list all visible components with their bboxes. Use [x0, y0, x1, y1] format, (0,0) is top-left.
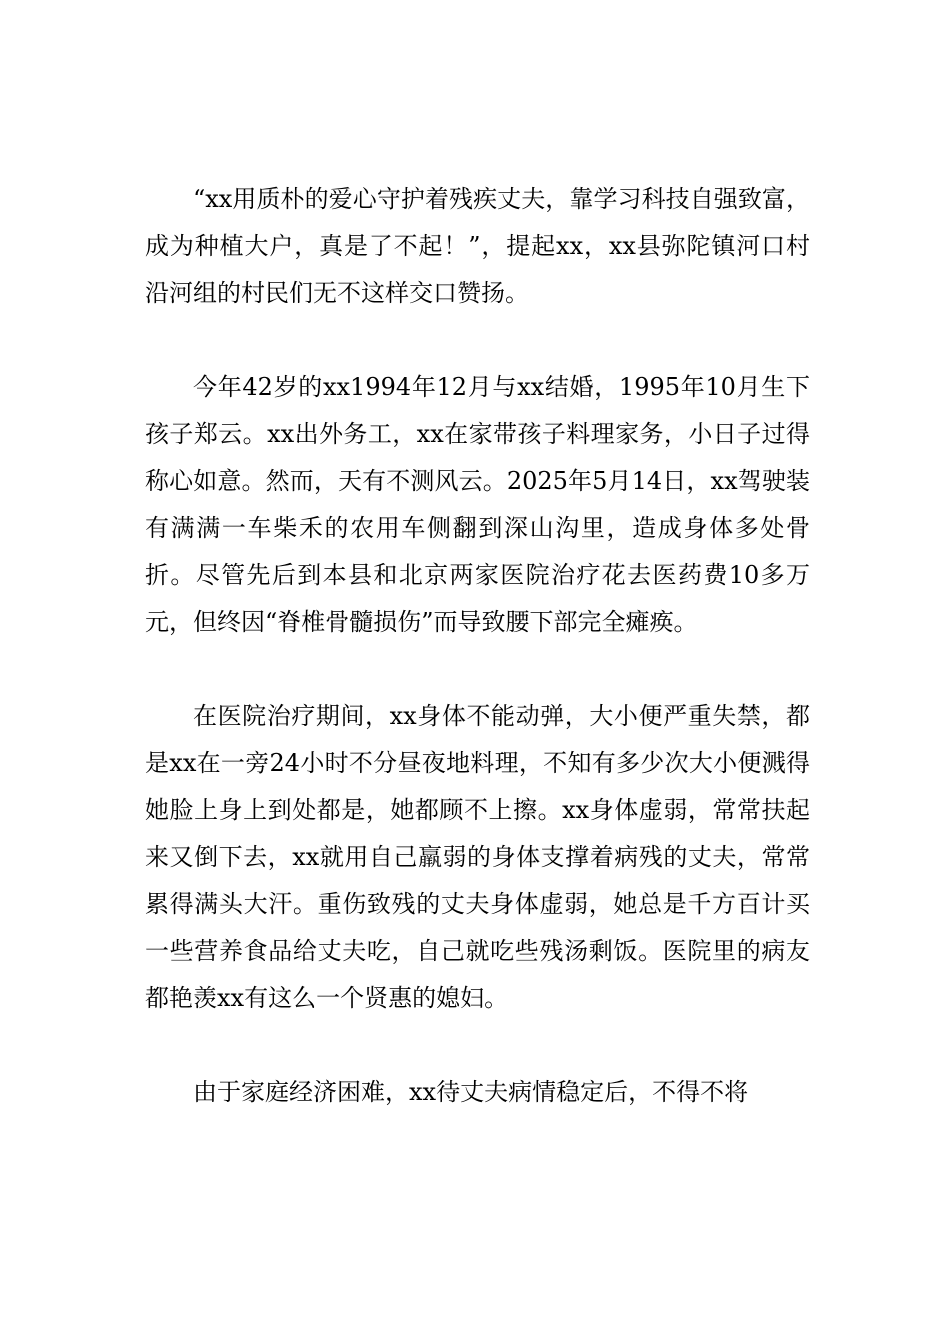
document-body — [145, 176, 810, 1116]
paragraph-3: 在医院治疗期间，xx身体不能动弹，大小便严重失禁，都是xx在一旁24小时不分昼夜地料理，不知有多少次大小便溅得她脸上身上到处都是，她都顾不上擦。xx身体虚弱，常常扶起来又倒下去，xx就用自己羸弱的身体支撑着病残的丈夫，常常累得满头大汗。重伤致残的丈夫身体虚弱，她总是千方百计买一些营养食品给丈夫吃，自己就吃些残汤剩饭。医院里的病友都艳羡xx有这么一个贤惠的媳妇。 — [145, 702, 810, 1012]
paragraph-1: “xx用质朴的爱心守护着残疾丈夫，靠学习科技自强致富，成为种植大户，真是了不起！”，提起xx，xx县弥陀镇河口村沿河组的村民们无不这样交口赞扬。 — [145, 185, 810, 307]
paragraph-2: 今年42岁的xx1994年12月与xx结婚，1995年10月生下孩子郑云。xx出外务工，xx在家带孩子料理家务，小日子过得称心如意。然而，天有不测风云。2025年5月14日，xx驾驶装有满满一车柴禾的农用车侧翻到深山沟里，造成身体多处骨折。尽管先后到本县和北京两家医院治疗花去医药费10多万元，但终因“脊椎骨髓损伤”而导致腰下部完全瘫痪。 — [145, 373, 810, 636]
paragraph-4: 由于家庭经济困难，xx待丈夫病情稳定后，不得不将 — [193, 1078, 749, 1106]
